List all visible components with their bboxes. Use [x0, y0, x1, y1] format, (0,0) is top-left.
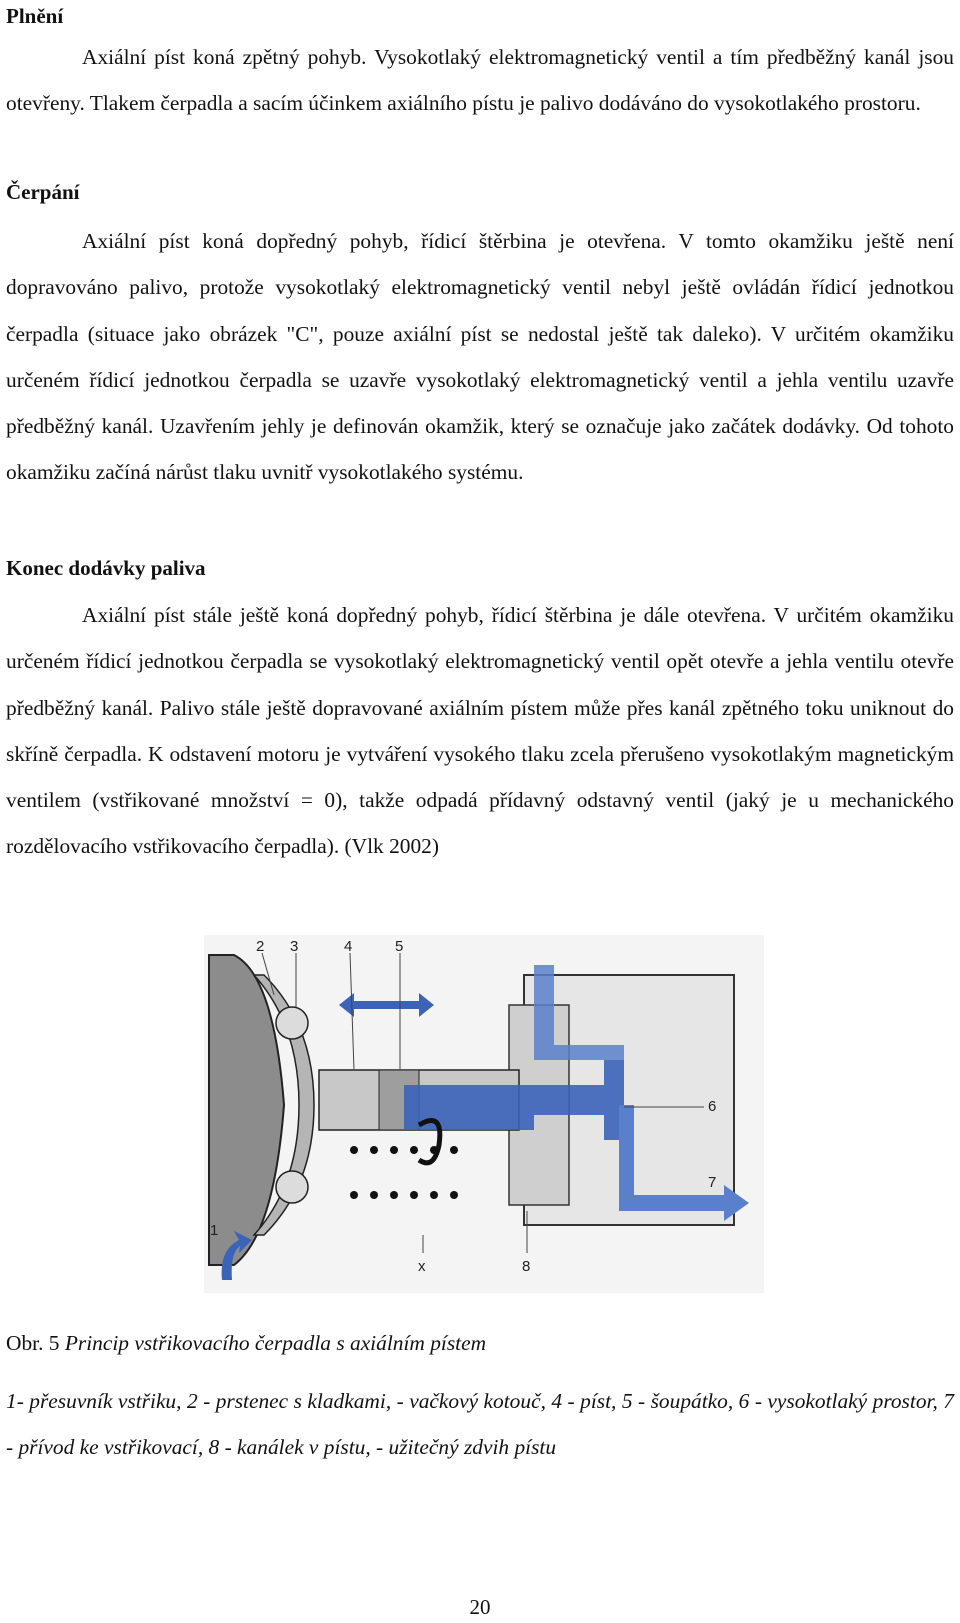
- figure-caption-title: Princip vstřikovacího čerpadla s axiálním pístem: [64, 1331, 487, 1355]
- page-number: 20: [469, 1595, 491, 1619]
- figure-legend: 1- přesuvník vstřiku, 2 - prstenec s kladkami, - vačkový kotouč, 4 - píst, 5 - šoupátko, 6 - vysokotlaký prostor, 7 - přívod ke vstřikovací, 8 - kanálek v pístu, - užitečný zdvih pístu: [6, 1389, 954, 1459]
- section-heading-cerpani: Čerpání: [6, 180, 80, 204]
- figure-label-3: 3: [290, 938, 299, 955]
- section-text-cerpani: Axiální píst koná dopředný pohyb, řídicí štěrbina je otevřena. V tomto okamžiku ještě není dopravováno palivo, protože vysokotlaký elektromagnetický ventil nebyl ještě ovládán řídicí jednotkou čerpadla (situace jako obrázek "C", pouze axiální píst se nedostal ještě tak daleko). V určitém okamžiku určeném řídicí jednotkou čerpadla se uzavře vysokotlaký elektromagnetický ventil a jehla ventilu uzavře předběžný kanál. Uzavřením jehly je definován okamžik, který se označuje jako začátek dodávky. Od tohoto okamžiku začíná nárůst tlaku uvnitř vysokotlakého systému.: [6, 229, 954, 485]
- figure-label-6: 6: [708, 1098, 717, 1115]
- section-text-konec-dodavky: Axiální píst stále ještě koná dopředný pohyb, řídicí štěrbina je dále otevřena. V určitém okamžiku určeném řídicí jednotkou čerpadla se vysokotlaký elektromagnetický ventil opět otevře a jehla ventilu otevře předběžný kanál. Palivo stále ještě dopravované axiálním pístem může přes kanál zpětného toku uniknout do skříně čerpadla. K odstavení motoru je vytváření vysokého tlaku zcela přerušeno vysokotlakým magnetickým ventilem (vstřikované množství = 0), takže odpadá přídavný odstavný ventil (jaký je u mechanického rozdělovacího vstřikovacího čerpadla). (Vlk 2002): [6, 603, 954, 859]
- figure-label-x: x: [418, 1258, 426, 1275]
- figure-label-7: 7: [708, 1174, 717, 1191]
- figure-caption-label: Obr. 5: [6, 1331, 60, 1355]
- section-heading-konec-dodavky: Konec dodávky paliva: [6, 556, 206, 580]
- figure-caption: [6, 1320, 954, 1366]
- figure-label-8: 8: [522, 1258, 531, 1275]
- roller-bottom: [276, 1171, 308, 1203]
- roller-top: [276, 1007, 308, 1039]
- figure-label-5: 5: [395, 938, 404, 955]
- section-text-plneni: Axiální píst koná zpětný pohyb. Vysokotlaký elektromagnetický ventil a tím předběžný kanál jsou otevřeny. Tlakem čerpadla a sacím účinkem axiálního pístu je palivo dodáváno do vysokotlakého prostoru.: [6, 45, 954, 116]
- figure-label-1: 1: [210, 1222, 219, 1239]
- figure-label-4: 4: [344, 938, 353, 955]
- pump-diagram-figure: [204, 935, 764, 1293]
- section-heading-plneni: Plnění: [6, 4, 64, 28]
- figure-label-2: 2: [256, 938, 265, 955]
